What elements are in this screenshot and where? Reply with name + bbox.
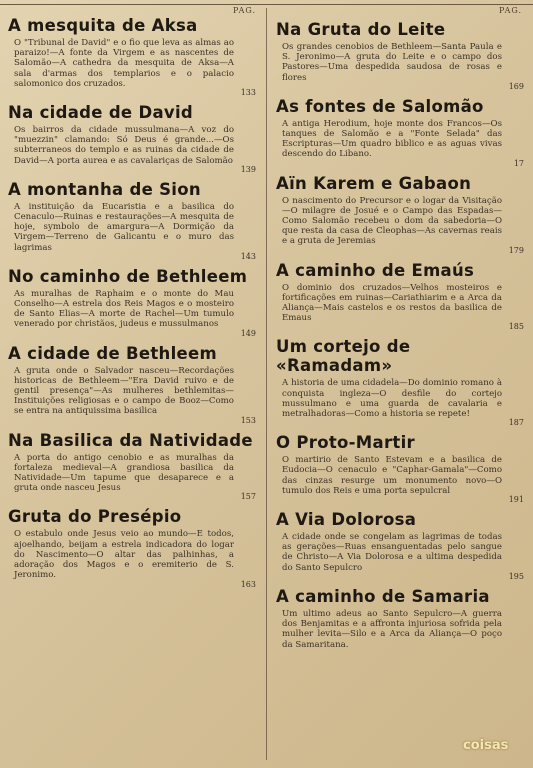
- entry-title: As fontes de Salomão: [276, 96, 484, 116]
- entry-title: O Proto-Martir: [276, 433, 415, 453]
- left-column: [6, 8, 256, 768]
- index-entry: [274, 587, 524, 650]
- entry-title: A caminho de Samaria: [276, 586, 490, 606]
- right-column: [274, 8, 524, 768]
- entry-title: A montanha de Sion: [8, 179, 201, 199]
- entry-summary: A historia de uma cidadela—Do dominio romano à conquista ingleza—O desfile do cortejo mussulmano e uma guarda de cavalaria e metralhadoras—Como a historia se repete!: [282, 378, 502, 420]
- entry-title: Aïn Karem e Gabaon: [276, 173, 472, 193]
- page-label-left: PAG.: [233, 6, 257, 15]
- entry-title: A Via Dolorosa: [276, 510, 417, 530]
- entry-summary: A antiga Herodium, hoje monte dos Francos—Os tanques de Salomão e a "Fonte Selada" das Escripturas—Um quadro biblico e as aguas vivas descendo do Libano.: [282, 118, 502, 160]
- entry-summary: Os bairros da cidade mussulmana—A voz do "muezzin" clamando: Só Deus é grande...—Os subterraneos do templo e as ruinas da cidade de David—A porta aurea e as cavalariças de Salomão: [14, 125, 234, 166]
- entry-page-number: 187: [508, 418, 524, 428]
- entry-summary: O nascimento do Precursor e o logar da Visitação—O milagre de Josué e o Campo das Espadas—Como Salomão recebeu o dom da sabedoria—O que resta da casa de Cleophas—As cavernas reais e a gruta de Jeremias: [282, 195, 502, 247]
- entry-summary: O martirio de Santo Estevam e a basilica de Eudocia—O cenaculo e "Caphar-Gamala"—Como das cinzas resurge um monumento novo—O tumulo dos Reis e uma porta sepulcral: [282, 455, 502, 496]
- index-entry: [274, 173, 524, 255]
- entry-page-number: 153: [240, 415, 256, 425]
- index-entry: [6, 507, 256, 589]
- entry-summary: A gruta onde o Salvador nasceu—Recordações historicas de Bethleem—"Era David ruivo e de gentil presença"—As mulheres bethlemitas—Instituições religiosas e o campo de Booz—Como se entra na antiquissima basilica: [14, 365, 234, 417]
- entry-page-number: 133: [240, 88, 256, 98]
- entry-summary: O "Tribunal de David" e o fio que leva as almas ao paraizo!—A fonte da Virgem e as nascentes de Salomão—A cathedra da mesquita de Aksa—A sala d'armas dos templarios e o palacio salomonico dos cruzados.: [14, 38, 234, 89]
- index-entry: [274, 260, 524, 332]
- entry-title: No caminho de Bethleem: [8, 266, 248, 286]
- entry-summary: A porta do antigo cenobio e as muralhas da fortaleza medieval—A grandiosa basilica da Natividade—Um tapume que desaparece e a gruta onde nasceu Jesus: [14, 452, 234, 494]
- index-entry: [6, 16, 256, 98]
- entry-title: Na cidade de David: [8, 103, 194, 123]
- entry-title: Gruta do Presépio: [8, 507, 182, 527]
- entry-title: A caminho de Emaús: [276, 260, 475, 280]
- entry-title: A cidade de Bethleem: [8, 343, 218, 363]
- index-entry: [6, 266, 256, 338]
- entry-title: Na Gruta do Leite: [276, 20, 446, 39]
- entry-page-number: 179: [508, 245, 524, 255]
- index-entry: [6, 179, 256, 261]
- entry-title: A mesquita de Aksa: [8, 16, 198, 35]
- index-entry: [274, 96, 524, 168]
- entry-summary: Um ultimo adeus ao Santo Sepulcro—A guerra dos Benjamitas e a affronta injuriosa sofrida pela mulher levita—Silo e a Arca da Aliança—O poço da Samaritana.: [282, 608, 502, 650]
- column-divider: [266, 8, 267, 760]
- entry-page-number: 149: [240, 328, 256, 338]
- entry-summary: A instituição da Eucaristia e a basilica do Cenaculo—Ruinas e restaurações—A mesquita de hoje, symbolo de amargura—A Dormição da Virgem—Terreno de Galicantu e o muro das lagrimas: [14, 201, 234, 253]
- index-entry: [6, 103, 256, 174]
- entry-page-number: 163: [240, 579, 256, 589]
- entry-page-number: 185: [508, 322, 524, 332]
- entry-page-number: 195: [508, 571, 524, 581]
- entry-page-number: 169: [508, 81, 524, 91]
- entry-page-number: 17: [513, 158, 524, 168]
- entry-summary: O estabulo onde Jesus veio ao mundo—E todos, ajoelhando, beijam a estrela indicadora do logar do Nascimento—O altar das palhinhas, a adoração dos Magos e o eremiterio de S. Jeronimo.: [14, 529, 234, 581]
- entry-summary: O dominio dos cruzados—Velhos mosteiros e fortificações em ruinas—Cariathiarim e a Arca da Aliança—Mais castelos e os restos da basilica de Emaus: [282, 282, 502, 324]
- top-rule: [0, 4, 533, 5]
- entry-summary: As muralhas de Raphaim e o monte do Mau Conselho—A estrela dos Reis Magos e o mosteiro de Santo Elias—A morte de Rachel—Um tumulo venerado por christãos, judeus e mussulmanos: [14, 288, 234, 330]
- index-entry: [274, 433, 524, 505]
- index-entry: [274, 510, 524, 581]
- index-entry: [6, 343, 256, 425]
- entry-page-number: 143: [240, 251, 256, 261]
- entry-page-number: 191: [508, 495, 524, 505]
- entry-summary: Os grandes cenobios de Bethleem—Santa Paula e S. Jeronimo—A gruta do Leite e o campo dos Pastores—Uma despedida saudosa de rosas e flores: [282, 42, 502, 83]
- entry-title: Um cortejo de «Ramadam»: [276, 337, 411, 376]
- index-entry: [274, 337, 524, 428]
- entry-title: Na Basilica da Natividade: [8, 430, 253, 450]
- page-label-right: PAG.: [499, 6, 523, 15]
- index-entry: [274, 20, 524, 91]
- watermark: coisas: [463, 738, 509, 753]
- entry-page-number: 157: [240, 492, 256, 502]
- index-entry: [6, 430, 256, 502]
- entry-summary: A cidade onde se congelam as lagrimas de todas as gerações—Ruas ensanguentadas pelo sangue de Christo—A Via Dolorosa e a ultima despedida do Santo Sepulcro: [282, 532, 502, 573]
- entry-page-number: 139: [240, 164, 256, 174]
